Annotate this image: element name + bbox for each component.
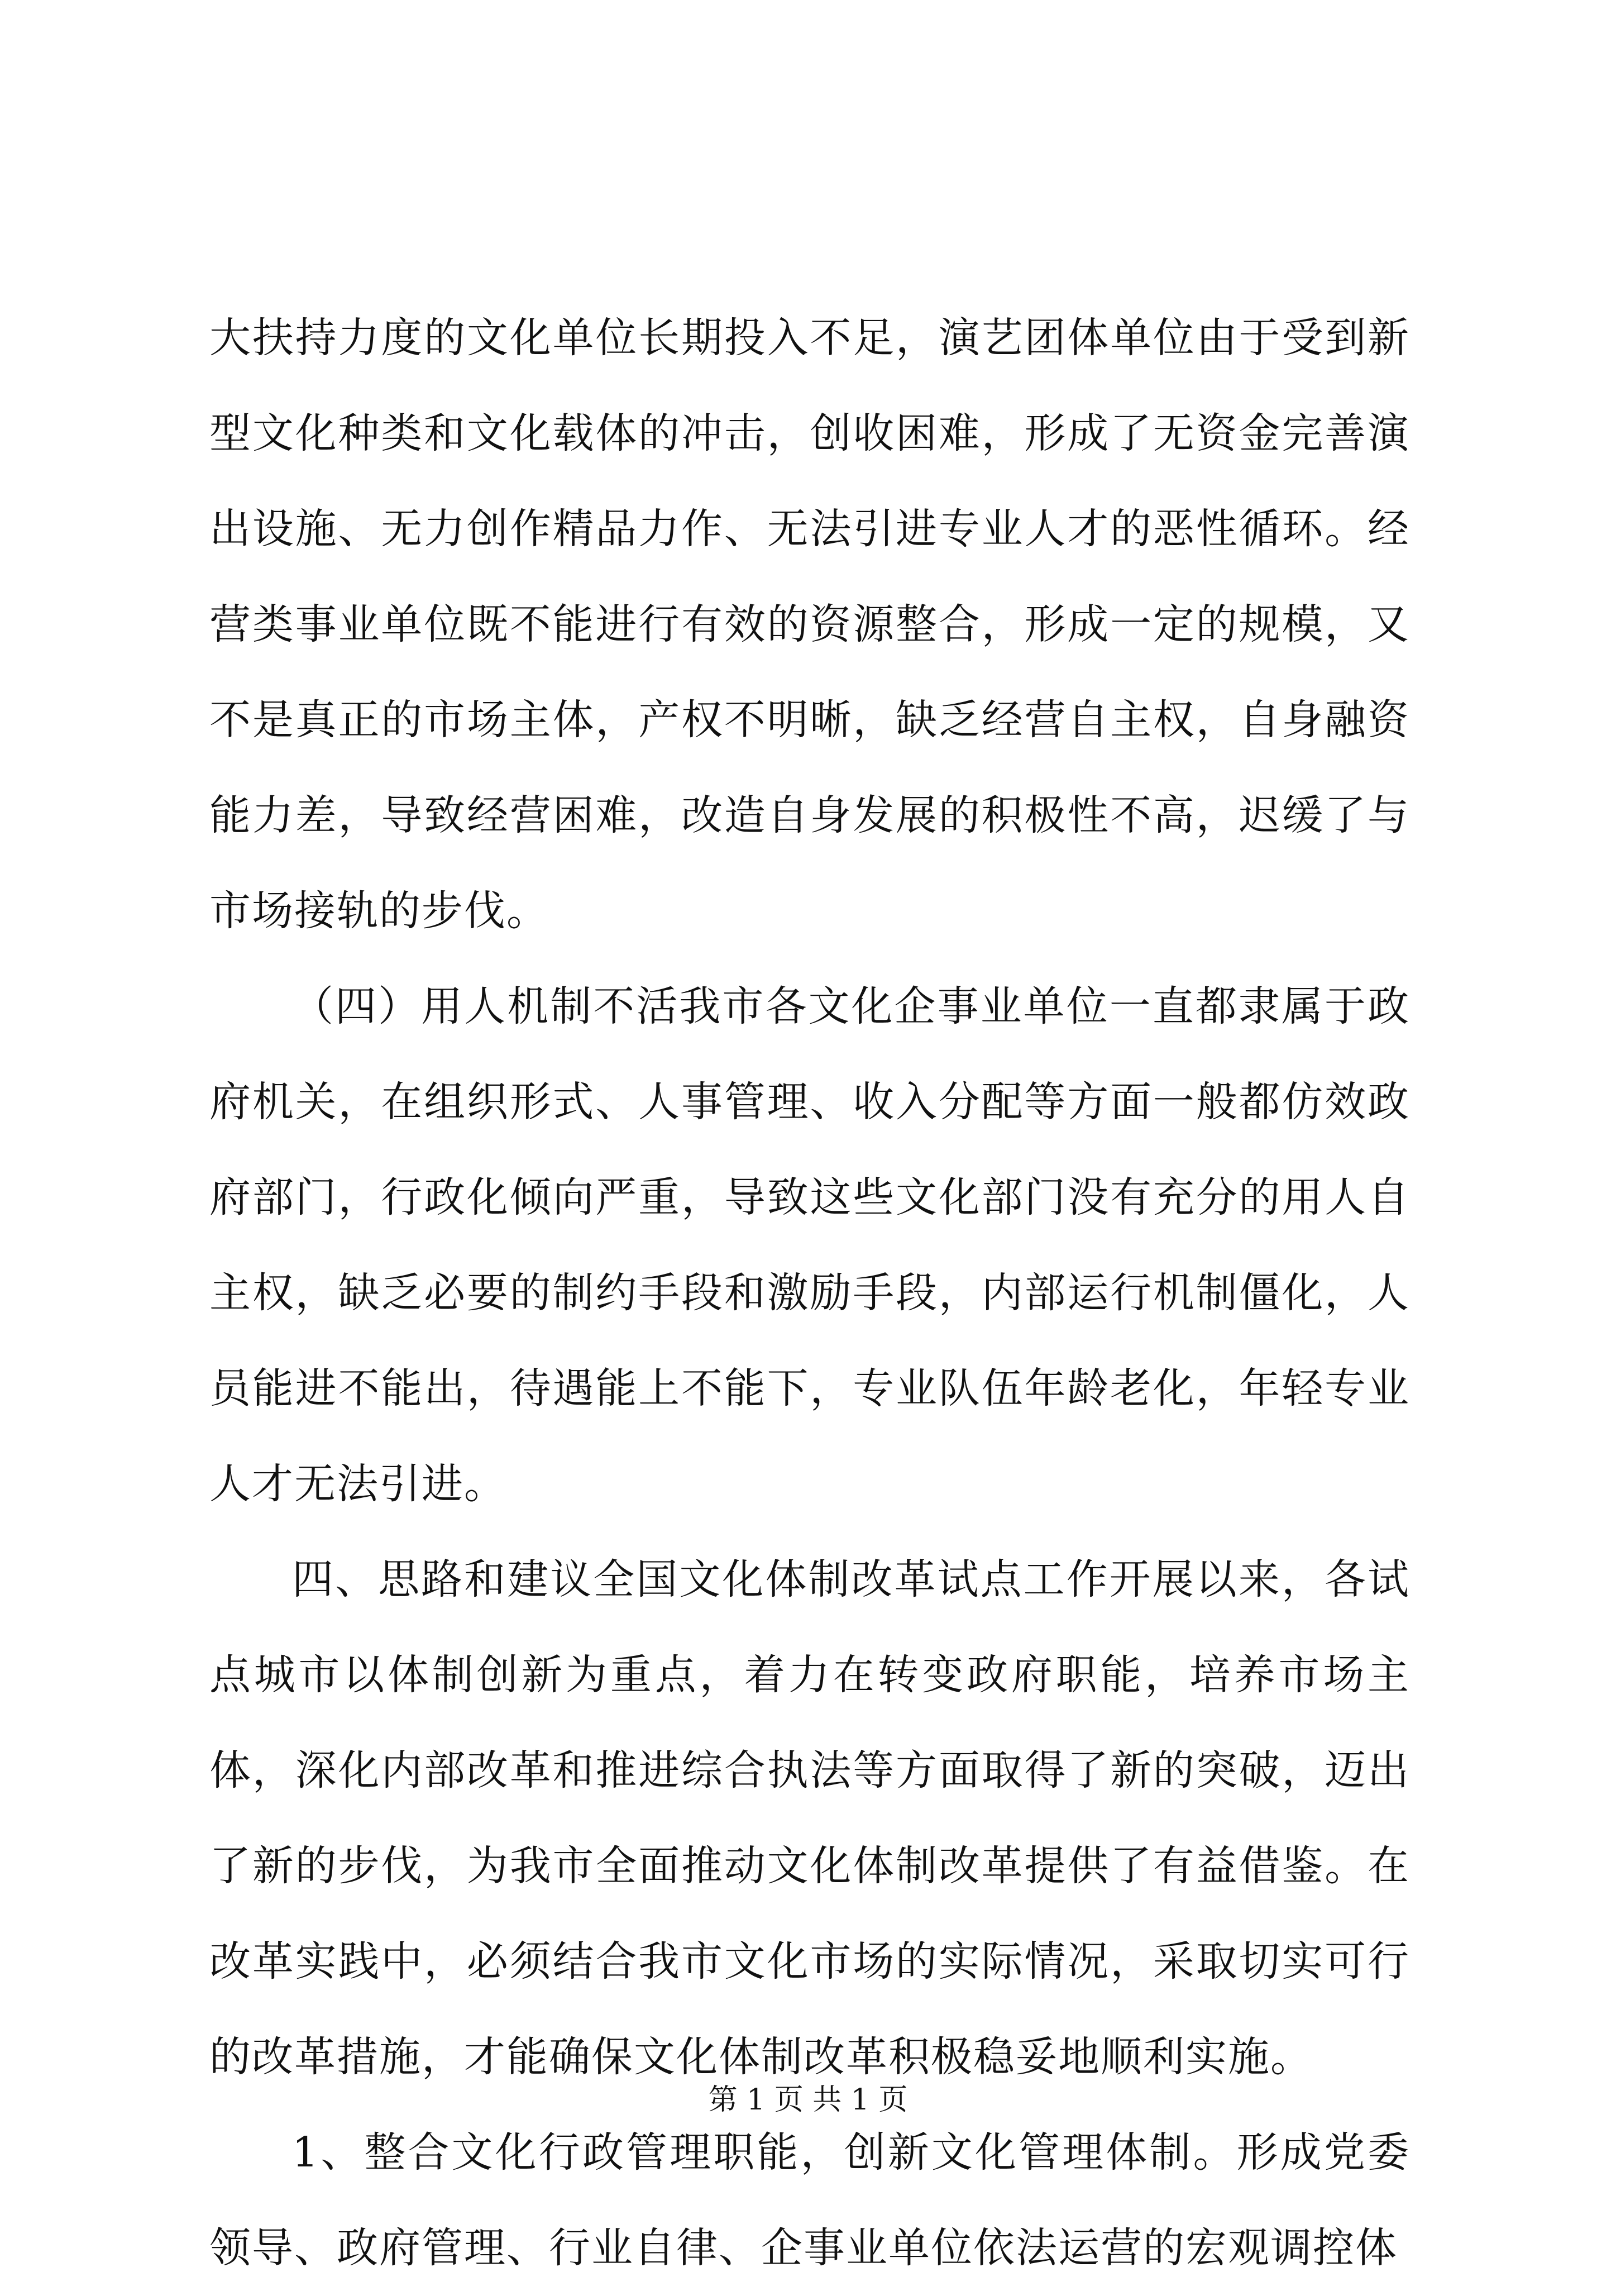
paragraph-1: 大扶持力度的文化单位长期投入不足，演艺团体单位由于受到新型文化种类和文化载体的冲击，创收困难，形成了无资金完善演出设施、无力创作精品力作、无法引进专业人才的恶性循环。经营类事业单位既不能进行有效的资源整合，形成一定的规模，又不是真正的市场主体，产权不明晰，缺乏经营自主权，自身融资能力差，导致经营困难，改造自身发展的积极性不高，迟缓了与市场接轨的步伐。 bbox=[209, 314, 1410, 935]
document-body bbox=[209, 290, 1410, 2296]
paragraph-3: 四、思路和建议全国文化体制改革试点工作开展以来，各试点城市以体制创新为重点，着力在转变政府职能，培养市场主体，深化内部改革和推进综合执法等方面取得了新的突破，迈出了新的步伐，为我市全面推动文化体制改革提供了有益借鉴。在改革实践中，必须结合我市文化市场的实际情况，采取切实可行的改革措施，才能确保文化体制改革积极稳妥地顺利实施。 bbox=[209, 1555, 1410, 2081]
paragraph-2: （四）用人机制不活我市各文化企事业单位一直都隶属于政府机关，在组织形式、人事管理、收入分配等方面一般都仿效政府部门，行政化倾向严重，导致这些文化部门没有充分的用人自主权，缺乏必要的制约手段和激励手段，内部运行机制僵化，人员能进不能出，待遇能上不能下，专业队伍年龄老化，年轻专业人才无法引进。 bbox=[209, 982, 1410, 1508]
page-footer bbox=[0, 2080, 1616, 2120]
page-number-label: 第 1 页 共 1 页 bbox=[708, 2083, 908, 2117]
paragraph-4: 1、整合文化行政管理职能，创新文化管理体制。形成党委领导、政府管理、行业自律、企事业单位依法运营的宏观调控体 bbox=[209, 2128, 1410, 2272]
